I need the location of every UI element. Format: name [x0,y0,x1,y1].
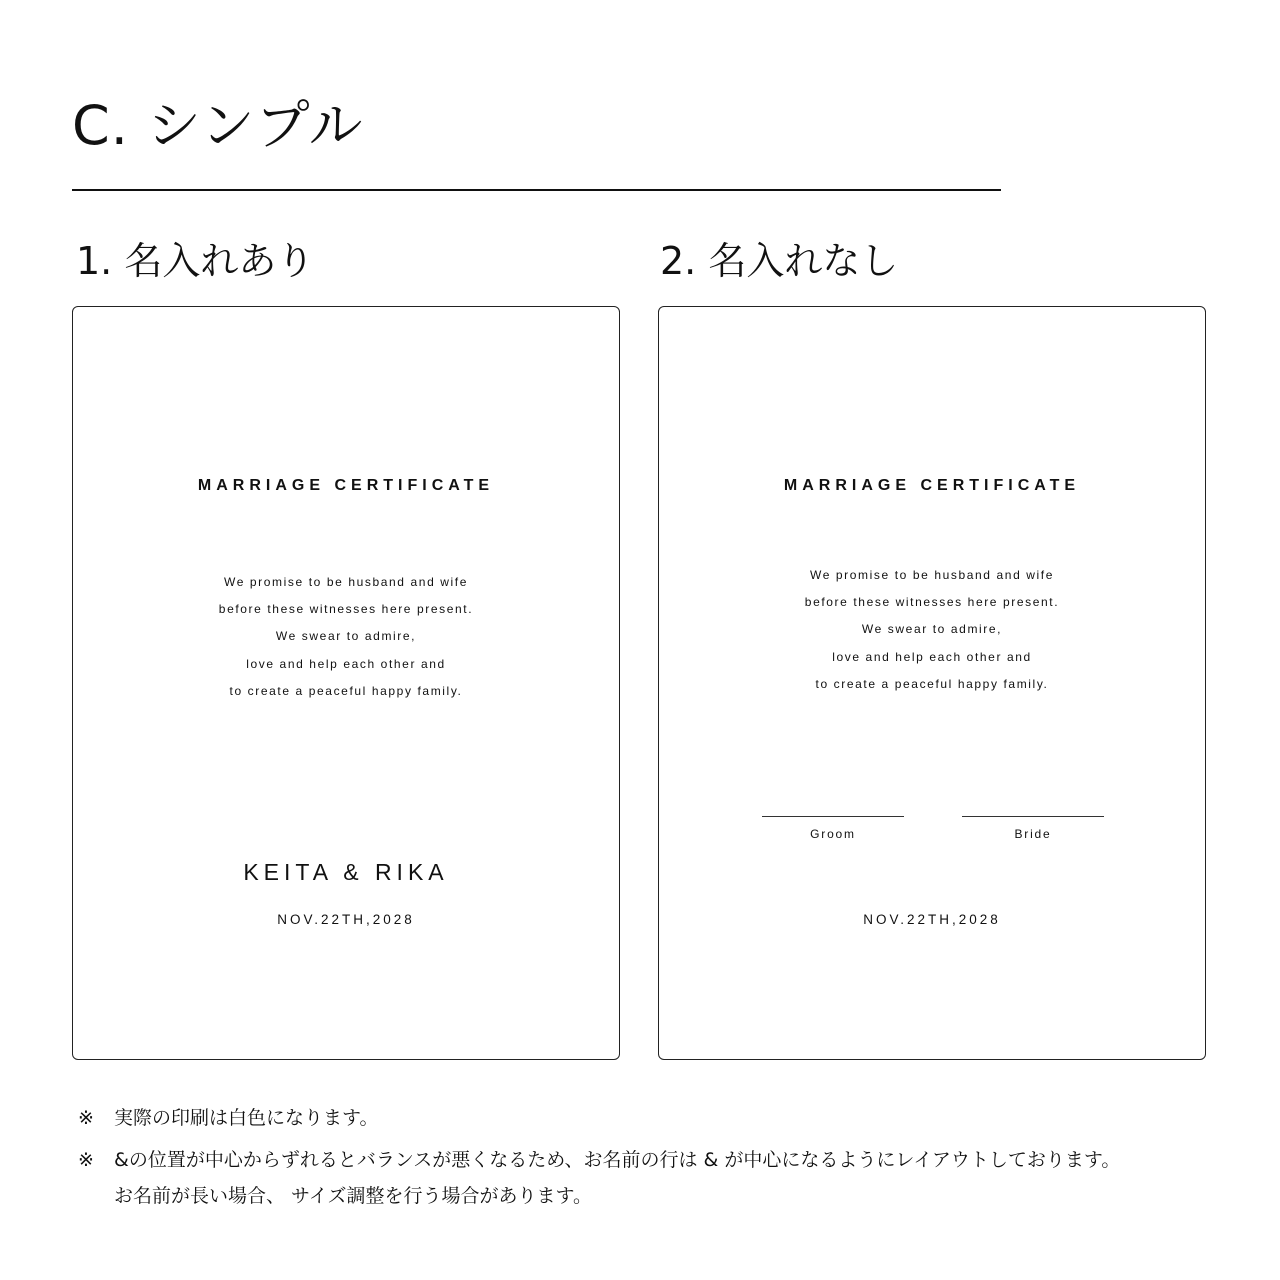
groom-signature-field [762,816,904,841]
couple-names: KEITA & RIKA [243,859,449,885]
vows-text [659,562,1205,698]
option-2-label: 2. 名入れなし [660,239,899,283]
bride-signature-line [962,816,1104,817]
certificate-title: MARRIAGE CERTIFICATE [783,477,1081,494]
note-text: &の位置が中心からずれるとバランスが悪くなるため、お名前の行は & が中心になるようにレイアウトしております。 [114,1149,1121,1171]
vows-text [73,569,619,705]
bride-signature-field [962,816,1104,841]
vow-line: before these witnesses here present. [218,602,474,617]
certificate-card-with-names [72,306,620,1060]
vow-line: love and help each other and [246,656,446,671]
vow-line: We swear to admire, [275,629,417,644]
groom-label: Groom [810,827,856,841]
note-mark: ※ [78,1149,94,1171]
title-divider [72,189,1001,191]
wedding-date: NOV.22TH,2028 [277,912,415,927]
certificate-card-without-names [658,306,1206,1060]
page-title: C. シンプル [72,94,364,157]
groom-signature-line [762,816,904,817]
note-text: 実際の印刷は白色になります。 [114,1107,379,1129]
note-print-color [78,1107,378,1130]
wedding-date: NOV.22TH,2028 [863,912,1001,927]
vow-line: to create a peaceful happy family. [229,683,463,698]
vow-line: to create a peaceful happy family. [815,676,1049,691]
vow-line: We promise to be husband and wife [223,575,469,589]
note-layout-continued: お名前が長い場合、 サイズ調整を行う場合があります。 [114,1185,593,1207]
vow-line: love and help each other and [832,649,1032,664]
option-1-label: 1. 名入れあり [76,239,315,283]
bride-label: Bride [1014,827,1052,841]
certificate-title: MARRIAGE CERTIFICATE [197,477,495,494]
note-layout [78,1149,1120,1172]
vow-line: We promise to be husband and wife [809,568,1055,582]
vow-line: We swear to admire, [861,622,1003,637]
note-mark: ※ [78,1107,94,1129]
vow-line: before these witnesses here present. [804,595,1060,610]
